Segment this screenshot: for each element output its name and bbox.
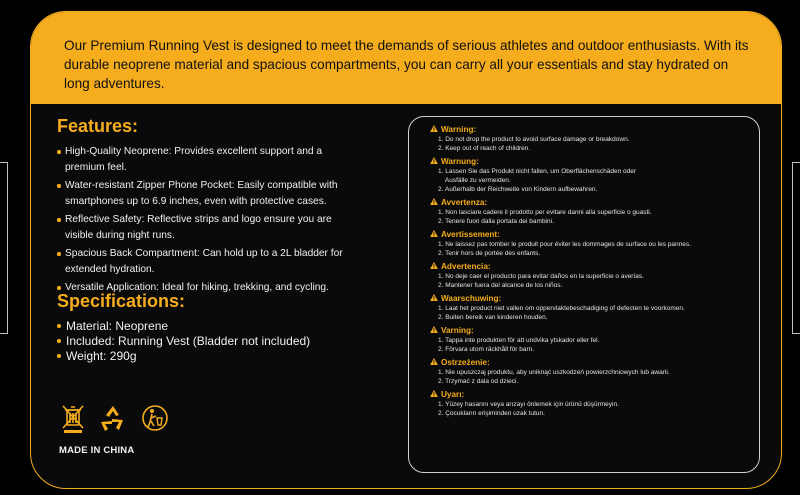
- warning-line: 2. Außerhalb der Reichweite von Kindern aufbewahren.: [438, 186, 598, 193]
- warning-title: [430, 389, 759, 400]
- warning-line: 2. Buiten bereik van kinderen houden.: [438, 314, 548, 321]
- recycle-icon: [99, 404, 127, 439]
- warning-line: 1. Do not drop the product to avoid surface damage or breakdown.: [438, 136, 630, 143]
- warning-line: 1. Tappa inte produkten för att undvika ytskador eller fel.: [438, 337, 600, 344]
- warning-title-text: Ostrzeżenie:: [441, 358, 490, 367]
- warning-block: [430, 156, 759, 194]
- feature-item: Reflective Safety: Reflective strips and logo ensure you are visible during night runs.: [57, 212, 357, 244]
- intro-banner: [31, 12, 781, 104]
- feature-item: High-Quality Neoprene: Provides excellent support and a premium feel.: [57, 144, 357, 176]
- warning-title-text: Avvertenza:: [441, 198, 488, 207]
- warning-title-text: Avertissement:: [441, 230, 500, 239]
- warning-triangle-icon: [430, 293, 438, 304]
- right-edge-bracket: [792, 162, 800, 334]
- warning-triangle-icon: [430, 325, 438, 336]
- warning-block: [430, 197, 759, 226]
- warning-triangle-icon: [430, 197, 438, 208]
- warning-title: [430, 229, 759, 240]
- warning-block: [430, 261, 759, 290]
- warning-line: 1. Yüzey hasarını veya arızayı önlemek için ürünü düşürmeyin.: [438, 401, 619, 408]
- spec-item: Included: Running Vest (Bladder not included): [57, 334, 387, 349]
- warning-triangle-icon: [430, 357, 438, 368]
- warning-line: 2. Çocukların erişiminden uzak tutun.: [438, 410, 545, 417]
- warning-line: 1. Lassen Sie das Produkt nicht fallen, um Oberflächenschäden oder: [438, 168, 637, 175]
- specifications-title: Specifications:: [57, 291, 186, 311]
- warning-line: 2. Keep out of reach of children.: [438, 145, 531, 152]
- warning-triangle-icon: [430, 156, 438, 167]
- warning-title: [430, 325, 759, 336]
- warning-triangle-icon: [430, 389, 438, 400]
- warning-block: [430, 389, 759, 418]
- features-list: [57, 144, 357, 298]
- warning-title-text: Waarschuwing:: [441, 294, 502, 303]
- warning-line: 2. Tenere fuori dalla portata dei bambini.: [438, 218, 554, 225]
- feature-item: Spacious Back Compartment: Can hold up to a 2L bladder for extended hydration.: [57, 246, 357, 278]
- warning-title: [430, 124, 759, 135]
- warning-block: [430, 229, 759, 258]
- feature-item: Water-resistant Zipper Phone Pocket: Easily compatible with smartphones up to 6.9 inches, even with protective cases.: [57, 178, 357, 210]
- warning-title: [430, 197, 759, 208]
- warning-title-text: Warnung:: [441, 157, 479, 166]
- specifications-list: [57, 319, 387, 364]
- weee-crossed-bin-icon: [61, 404, 85, 439]
- warning-block: [430, 124, 759, 153]
- warning-block: [430, 325, 759, 354]
- warning-triangle-icon: [430, 124, 438, 135]
- tidyman-disposal-icon: [141, 404, 169, 439]
- warning-title-text: Advertencia:: [441, 262, 491, 271]
- product-info-panel: [30, 11, 782, 489]
- warning-title: [430, 156, 759, 167]
- warning-title: [430, 357, 759, 368]
- warning-triangle-icon: [430, 229, 438, 240]
- features-title: Features:: [57, 116, 139, 136]
- warning-block: [430, 293, 759, 322]
- warning-title-text: Varning:: [441, 326, 474, 335]
- feature-item: Versatile Application: Ideal for hiking, trekking, and cycling.: [57, 280, 357, 296]
- intro-text: Our Premium Running Vest is designed to meet the demands of serious athletes and outdoor enthusiasts. With its durable neoprene material and spacious compartments, you can carry all your essentials and stay hydrated on long adventures.: [64, 38, 749, 91]
- warning-line: 1. Ne laissez pas tomber le produit pour éviter les dommages de surface ou les pannes.: [438, 241, 691, 248]
- warning-line: 1. Laat het product niet vallen om oppervlaktebeschadiging of defecten te voorkomen.: [438, 305, 685, 312]
- warning-line: Ausfälle zu vermeiden.: [438, 177, 511, 184]
- warning-block: [430, 357, 759, 386]
- warning-title-text: Uyarı:: [441, 390, 465, 399]
- warning-line: 1. No deje caer el producto para evitar daños en la superficie o averías.: [438, 273, 644, 280]
- warning-line: 1. Non lasciare cadere il prodotto per evitare danni alla superficie o guasti.: [438, 209, 652, 216]
- made-in-label: MADE IN CHINA: [59, 445, 135, 456]
- warning-line: 2. Mantener fuera del alcance de los niños.: [438, 282, 563, 289]
- warning-line: 2. Förvara utom räckhåll för barn.: [438, 346, 535, 353]
- warnings-box: [408, 116, 760, 473]
- warning-title-text: Warning:: [441, 125, 477, 134]
- warning-line: 2. Trzymać z dala od dzieci.: [438, 378, 519, 385]
- compliance-icons: [61, 404, 169, 439]
- spec-item: Material: Neoprene: [57, 319, 387, 334]
- warning-title: [430, 261, 759, 272]
- warning-line: 2. Tenir hors de portée des enfants.: [438, 250, 541, 257]
- spec-item: Weight: 290g: [57, 349, 387, 364]
- left-edge-bracket: [0, 162, 8, 334]
- warning-title: [430, 293, 759, 304]
- warning-triangle-icon: [430, 261, 438, 272]
- warning-line: 1. Nie upuszczaj produktu, aby uniknąć uszkodzeń powierzchniowych lub awarii.: [438, 369, 670, 376]
